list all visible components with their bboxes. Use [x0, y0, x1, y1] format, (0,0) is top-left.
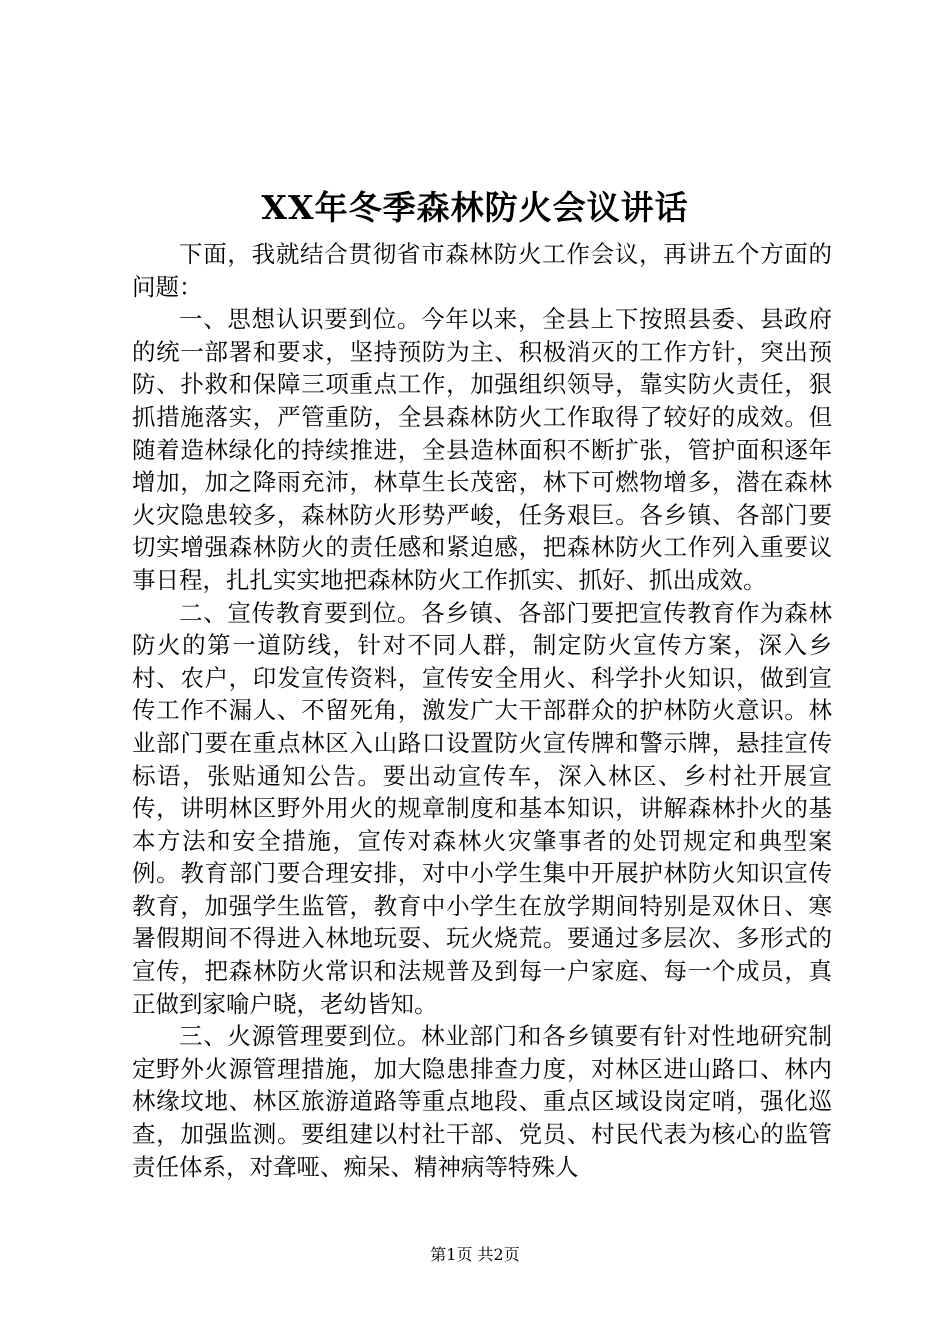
paragraph-intro: 下面，我就结合贯彻省市森林防火工作会议，再讲五个方面的问题：: [132, 240, 832, 301]
document-title: XX年冬季森林防火会议讲话: [261, 188, 689, 227]
page-footer: 第1页 共2页: [430, 1245, 520, 1264]
document-body: [132, 238, 832, 1183]
paragraph-section-3: 三、火源管理要到位。林业部门和各乡镇要有针对性地研究制定野外火源管理措施，加大隐患排查力度，对林区进山路口、林内林缘坟地、林区旅游道路等重点地段、重点区域设岗定哨，强化巡查，加强监测。要组建以村社干部、党员、村民代表为核心的监管责任体系，对聋哑、痴呆、精神病等特殊人: [132, 1022, 832, 1181]
paragraph-section-1: 一、思想认识要到位。今年以来，全县上下按照县委、县政府的统一部署和要求，坚持预防为主、积极消灭的工作方针，突出预防、扑救和保障三项重点工作，加强组织领导，靠实防火责任，狠抓措施落实，严管重防，全县森林防火工作取得了较好的成效。但随着造林绿化的持续推进，全县造林面积不断扩张，管护面积逐年增加，加之降雨充沛，林草生长茂密，林下可燃物增多，潜在森林火灾隐患较多，森林防火形势严峻，任务艰巨。各乡镇、各部门要切实增强森林防火的责任感和紧迫感，把森林防火工作列入重要议事日程，扎扎实实地把森林防火工作抓实、抓好、抓出成效。: [132, 305, 832, 594]
paragraph-section-2: 二、宣传教育要到位。各乡镇、各部门要把宣传教育作为森林防火的第一道防线，针对不同人群，制定防火宣传方案，深入乡村、农户，印发宣传资料，宣传安全用火、科学扑火知识，做到宣传工作不漏人、不留死角，激发广大干部群众的护林防火意识。林业部门要在重点林区入山路口设置防火宣传牌和警示牌，悬挂宣传标语，张贴通知公告。要出动宣传车，深入林区、乡村社开展宣传，讲明林区野外用火的规章制度和基本知识，讲解森林扑火的基本方法和安全措施，宣传对森林火灾肇事者的处罚规定和典型案例。教育部门要合理安排，对中小学生集中开展护林防火知识宣传教育，加强学生监管，教育中小学生在放学期间特别是双休日、寒暑假期间不得进入林地玩耍、玩火烧荒。要通过多层次、多形式的宣传，把森林防火常识和法规普及到每一户家庭、每一个成员，真正做到家喻户晓，老幼皆知。: [132, 598, 832, 1018]
